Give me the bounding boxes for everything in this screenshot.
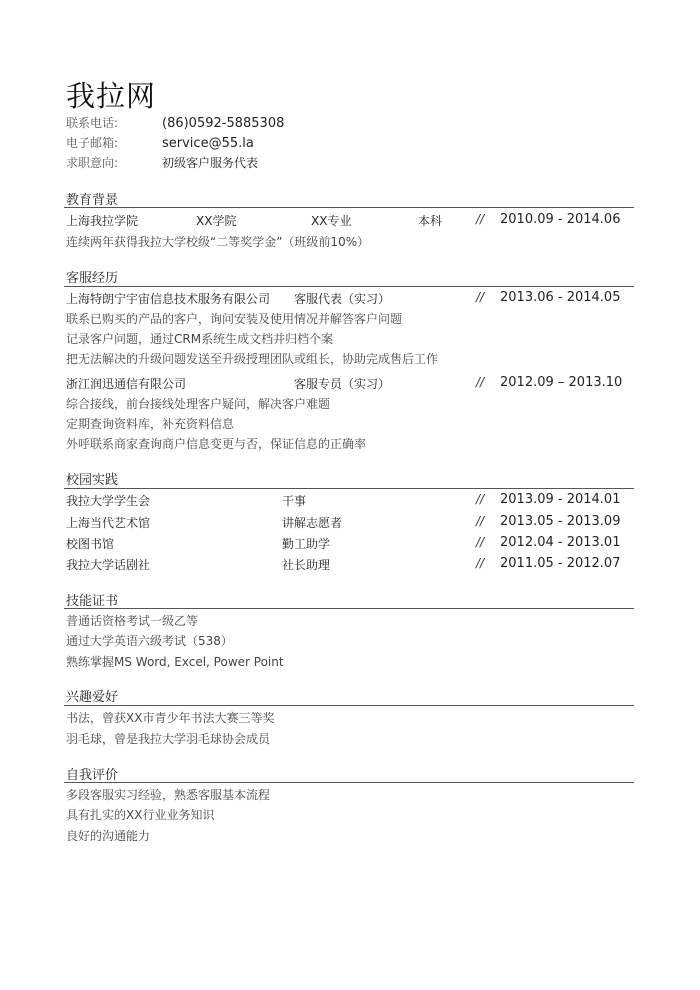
job-separator: // bbox=[476, 375, 485, 389]
section-title-hobbies: 兴趣爱好 bbox=[66, 690, 119, 705]
job-duty: 联系已购买的产品的客户，询问安装及使用情况并解答客户问题 bbox=[66, 312, 403, 326]
job-duty: 定期查询资料库，补充资料信息 bbox=[66, 417, 235, 431]
job-date: 2012.09 – 2013.10 bbox=[500, 375, 623, 390]
campus-org: 我拉大学学生会 bbox=[66, 494, 151, 508]
skill-item: 普通话资格考试一级乙等 bbox=[66, 614, 199, 628]
contact-phone-value: (86)0592-5885308 bbox=[162, 116, 285, 131]
campus-separator: // bbox=[476, 492, 485, 506]
self-evaluation-item: 多段客服实习经验，熟悉客服基本流程 bbox=[66, 788, 271, 802]
job-company: 上海特朗宁宇宙信息技术服务有限公司 bbox=[66, 292, 271, 306]
education-college: XX学院 bbox=[196, 214, 237, 228]
education-degree: 本科 bbox=[418, 214, 443, 228]
section-divider bbox=[64, 705, 634, 706]
campus-date: 2012.04 - 2013.01 bbox=[500, 535, 621, 550]
campus-date: 2011.05 - 2012.07 bbox=[500, 556, 621, 571]
education-major: XX专业 bbox=[311, 214, 352, 228]
section-divider bbox=[64, 286, 634, 287]
contact-phone-label: 联系电话: bbox=[66, 116, 119, 130]
campus-date: 2013.09 - 2014.01 bbox=[500, 492, 621, 507]
campus-org: 我拉大学话剧社 bbox=[66, 558, 151, 572]
section-title-education: 教育背景 bbox=[66, 193, 119, 208]
campus-row bbox=[66, 514, 636, 534]
section-title-self-evaluation: 自我评价 bbox=[66, 768, 119, 783]
job-company: 浙江润迅通信有限公司 bbox=[66, 377, 187, 391]
self-evaluation-item: 具有扎实的XX行业业务知识 bbox=[66, 808, 215, 822]
campus-role: 干事 bbox=[282, 494, 307, 508]
hobby-item: 羽毛球，曾是我拉大学羽毛球协会成员 bbox=[66, 732, 271, 746]
education-note: 连续两年获得我拉大学校级“二等奖学金”（班级前10%） bbox=[66, 235, 370, 249]
job-duty: 记录客户问题，通过CRM系统生成文档并归档个案 bbox=[66, 332, 334, 346]
campus-row bbox=[66, 556, 636, 576]
campus-separator: // bbox=[476, 514, 485, 528]
contact-phone bbox=[66, 114, 284, 131]
skill-item: 熟练掌握MS Word, Excel, Power Point bbox=[66, 655, 284, 669]
job-duty: 把无法解决的升级问题发送至升级授理团队或组长，协助完成售后工作 bbox=[66, 352, 439, 366]
job-row bbox=[66, 375, 636, 395]
campus-row bbox=[66, 492, 636, 512]
campus-separator: // bbox=[476, 556, 485, 570]
hobby-item: 书法，曾获XX市青少年书法大赛三等奖 bbox=[66, 711, 275, 725]
contact-email-label: 电子邮箱: bbox=[66, 136, 119, 150]
section-title-skills: 技能证书 bbox=[66, 594, 119, 609]
job-duty: 外呼联系商家查询商户信息变更与否，保证信息的正确率 bbox=[66, 437, 367, 451]
resume-name: 我拉网 bbox=[66, 79, 157, 113]
campus-date: 2013.05 - 2013.09 bbox=[500, 514, 621, 529]
section-divider bbox=[64, 207, 634, 208]
campus-role: 讲解志愿者 bbox=[282, 516, 343, 530]
campus-org: 校图书馆 bbox=[66, 537, 115, 551]
education-date: 2010.09 - 2014.06 bbox=[500, 212, 621, 227]
job-row bbox=[66, 290, 636, 310]
contact-email bbox=[66, 134, 254, 151]
job-separator: // bbox=[476, 290, 485, 304]
contact-objective-value: 初级客户服务代表 bbox=[162, 156, 259, 170]
job-role: 客服专员（实习） bbox=[294, 377, 391, 391]
education-row bbox=[66, 212, 636, 232]
education-school: 上海我拉学院 bbox=[66, 214, 139, 228]
campus-org: 上海当代艺术馆 bbox=[66, 516, 151, 530]
self-evaluation-item: 良好的沟通能力 bbox=[66, 829, 151, 843]
section-title-campus: 校园实践 bbox=[66, 473, 119, 488]
campus-separator: // bbox=[476, 535, 485, 549]
job-duty: 综合接线，前台接线处理客户疑问，解决客户难题 bbox=[66, 397, 331, 411]
section-title-experience: 客服经历 bbox=[66, 271, 119, 286]
skill-item: 通过大学英语六级考试（538） bbox=[66, 634, 233, 648]
contact-objective-label: 求职意向: bbox=[66, 156, 119, 170]
contact-email-value: service@55.la bbox=[162, 136, 254, 151]
job-date: 2013.06 - 2014.05 bbox=[500, 290, 621, 305]
section-divider bbox=[64, 488, 634, 489]
campus-role: 社长助理 bbox=[282, 558, 331, 572]
contact-objective bbox=[66, 154, 258, 171]
section-divider bbox=[64, 608, 634, 609]
education-separator: // bbox=[476, 212, 485, 226]
campus-role: 勤工助学 bbox=[282, 537, 331, 551]
campus-row bbox=[66, 535, 636, 555]
section-divider bbox=[64, 782, 634, 783]
job-role: 客服代表（实习） bbox=[294, 292, 391, 306]
